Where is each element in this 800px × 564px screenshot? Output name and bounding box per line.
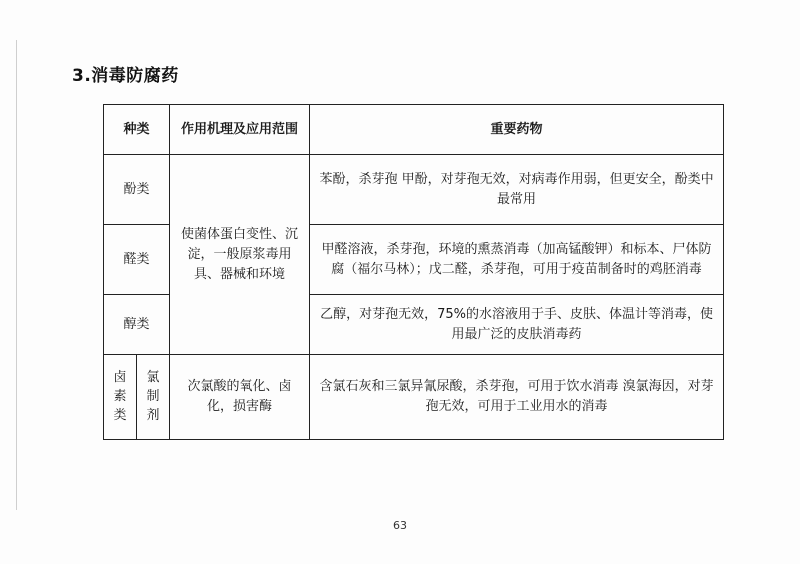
subcategory-chlorine-label: 氯制剂 xyxy=(146,370,160,423)
page-number: 63 xyxy=(393,519,407,532)
subcategory-chlorine xyxy=(137,355,170,440)
header-row xyxy=(104,105,724,155)
header-mechanism: 作用机理及应用范围 xyxy=(170,105,310,155)
drugs-halogens: 含氯石灰和三氯异氰尿酸，杀芽孢，可用于饮水消毒 溴氯海因，对芽孢无效，可用于工业用水的消毒 xyxy=(310,355,724,440)
category-phenols: 酚类 xyxy=(104,155,170,225)
category-halogens-label: 卤素类 xyxy=(113,370,127,423)
category-alcohols: 醇类 xyxy=(104,295,170,355)
drugs-aldehydes: 甲醛溶液，杀芽孢，环境的熏蒸消毒（加高锰酸钾）和标本、尸体防腐（福尔马林）；戊二醛，杀芽孢，可用于疫苗制备时的鸡胚消毒 xyxy=(310,225,724,295)
drugs-phenols: 苯酚，杀芽孢 甲酚，对芽孢无效，对病毒作用弱，但更安全，酚类中最常用 xyxy=(310,155,724,225)
mechanism-halogens: 次氯酸的氧化、卤化，损害酶 xyxy=(170,355,310,440)
category-halogens xyxy=(104,355,137,440)
shared-mechanism-cell: 使菌体蛋白变性、沉淀，一般原浆毒用具、器械和环境 xyxy=(170,155,310,355)
table-row xyxy=(104,155,724,225)
disinfectant-table xyxy=(103,104,724,440)
header-category: 种类 xyxy=(104,105,170,155)
drugs-alcohols: 乙醇，对芽孢无效，75%的水溶液用于手、皮肤、体温计等消毒，使用最广泛的皮肤消毒药 xyxy=(310,295,724,355)
table-row xyxy=(104,355,724,440)
section-heading: 3.消毒防腐药 xyxy=(72,66,179,86)
binding-rule xyxy=(16,40,17,510)
header-drugs: 重要药物 xyxy=(310,105,724,155)
category-aldehydes: 醛类 xyxy=(104,225,170,295)
